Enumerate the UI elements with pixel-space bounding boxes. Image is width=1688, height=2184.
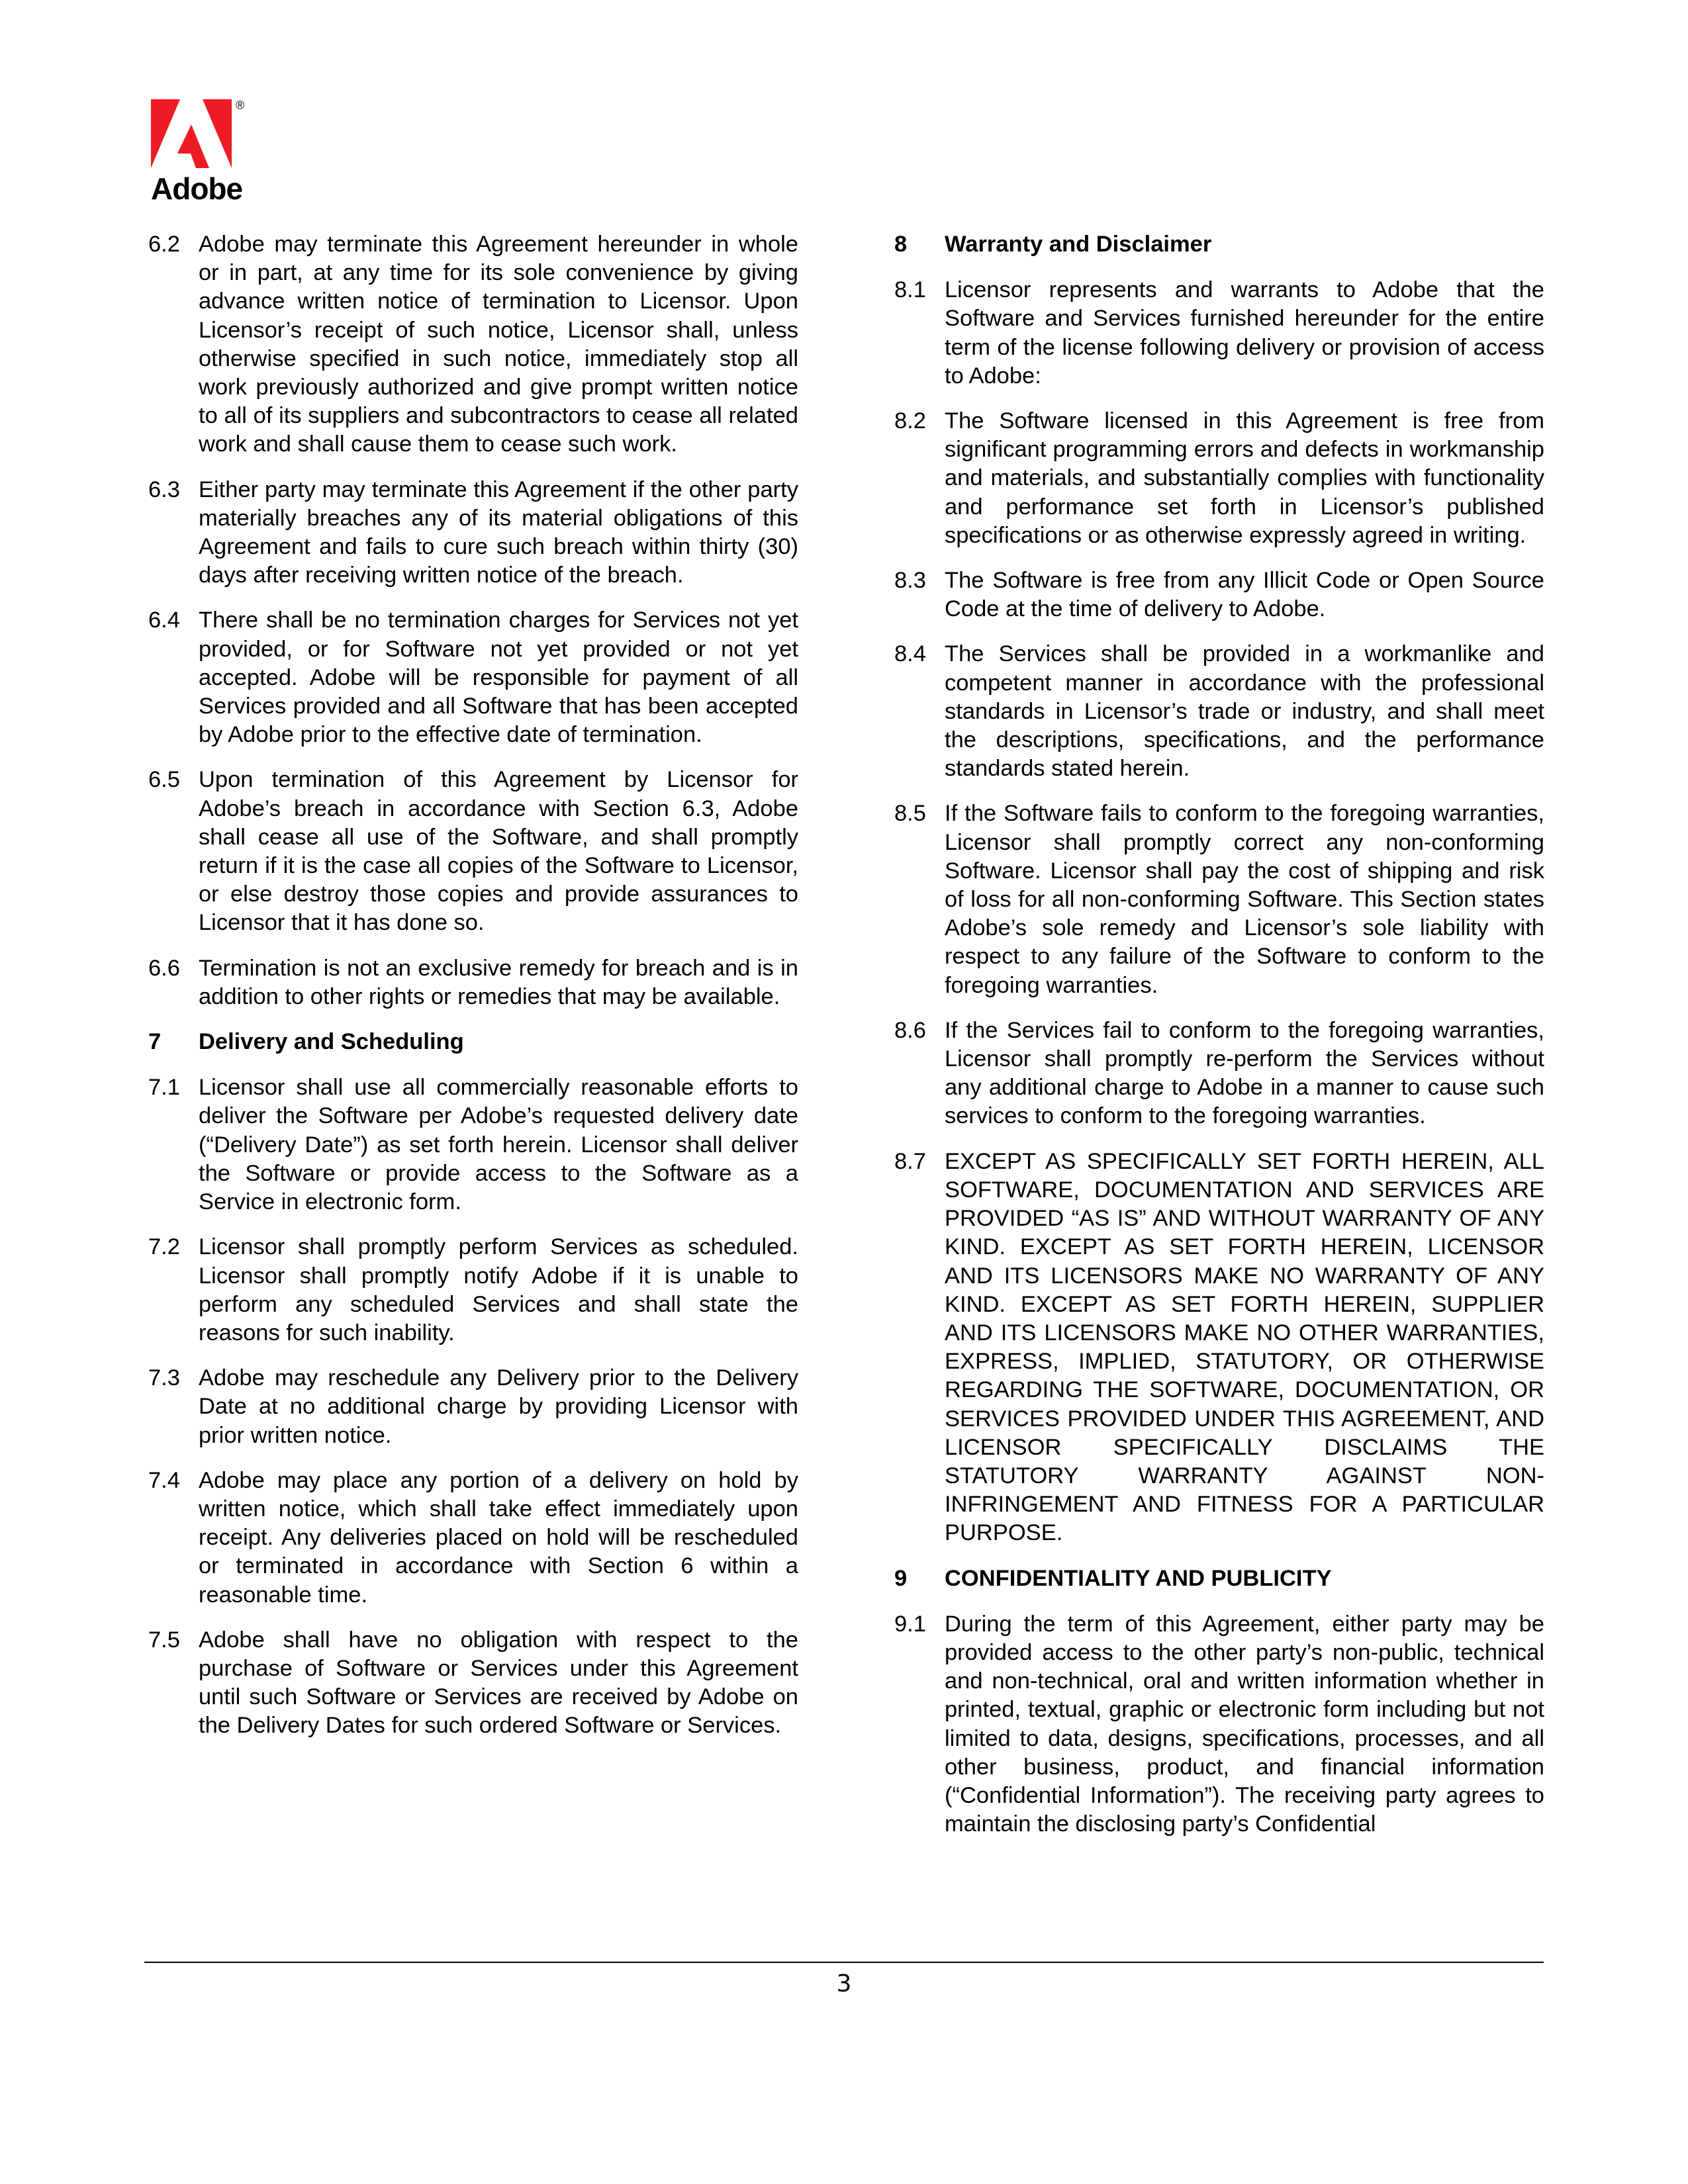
clause (894, 1148, 1544, 1548)
adobe-logo-icon (151, 99, 232, 168)
clause-text: If the Services fail to conform to the foregoing warranties, Licensor shall promptly re-perform the Services without any additional charge to Adobe in a manner to cause such services to conform to the foregoing warranties. (945, 1017, 1544, 1129)
clause-number: 8.7 (894, 1148, 926, 1174)
clause (894, 276, 1544, 390)
clause-number: 7.3 (148, 1365, 180, 1391)
clause-number: 8.3 (894, 568, 926, 594)
section-number: 7 (148, 1029, 162, 1055)
clause (894, 640, 1544, 783)
clause (148, 1626, 798, 1741)
clause-text: Either party may terminate this Agreement if the other party materially breaches any of its material obligations of this Agreement and fails to cure such breach within thirty (30) days after receiving written notice of the breach. (199, 477, 798, 588)
clause-text: Adobe may place any portion of a delivery on hold by written notice, which shall take effect immediately upon receipt. Any deliveries placed on hold will be rescheduled or terminated in accordance with Section 6 within a reasonable time. (199, 1467, 798, 1608)
adobe-wordmark: Adobe (151, 171, 243, 206)
clause (148, 230, 798, 459)
clause-text: Adobe may reschedule any Delivery prior to the Delivery Date at no additional charge by providing Licensor with prior written notice. (199, 1365, 798, 1448)
clause (894, 407, 1544, 550)
clause-text: Upon termination of this Agreement by Licensor for Adobe’s breach in accordance with Section 6.3, Adobe shall cease all use of the Software, and shall promptly return if it is the case all copies of the Software to Licensor, or else destroy those copies and provide assurances to Licensor that it has done so. (199, 767, 798, 936)
clause-number: 6.4 (148, 608, 180, 633)
clause (894, 1017, 1544, 1131)
clause (894, 1610, 1544, 1839)
clause (148, 954, 798, 1011)
clause-text: EXCEPT AS SPECIFICALLY SET FORTH HEREIN, ALL SOFTWARE, DOCUMENTATION AND SERVICES ARE PROVIDED “AS IS” AND WITHOUT WARRANTY OF ANY KIND. EXCEPT AS SET FORTH HEREIN, LICENSOR AND ITS LICENSORS MAKE NO WARRANTY OF ANY KIND. EXCEPT AS SET FORTH HEREIN, SUPPLIER AND ITS LICENSORS MAKE NO OTHER WARRANTIES, EXPRESS, IMPLIED, STATUTORY, OR OTHERWISE REGARDING THE SOFTWARE, DOCUMENTATION, OR SERVICES PROVIDED UNDER THIS AGREEMENT, AND LICENSOR SPECIFICALLY DISCLAIMS THE STATUTORY WARRANTY AGAINST NON-INFRINGEMENT AND FITNESS FOR A PARTICULAR PURPOSE. (945, 1148, 1544, 1546)
clause-number: 6.3 (148, 477, 180, 502)
clause-number: 7.2 (148, 1234, 180, 1260)
section-title: Delivery and Scheduling (199, 1029, 464, 1055)
clause (894, 567, 1544, 623)
section-number: 9 (894, 1565, 908, 1591)
section-heading (894, 230, 1544, 259)
clause-text: The Software is free from any Illicit Code or Open Source Code at the time of delivery to Adobe. (945, 568, 1544, 622)
footer-divider (144, 1962, 1544, 1963)
clause-number: 8.4 (894, 641, 926, 667)
clause-number: 8.2 (894, 408, 926, 434)
page-number: 3 (836, 1970, 852, 1997)
adobe-logo (151, 99, 250, 208)
clause (148, 1233, 798, 1347)
clause-number: 6.6 (148, 955, 180, 981)
clause-text: Adobe shall have no obligation with respect to the purchase of Software or Services under this Agreement until such Software or Services are received by Adobe on the Delivery Dates for such ordered Software or Services. (199, 1627, 798, 1739)
clause-number: 9.1 (894, 1611, 926, 1637)
clause-text: Adobe may terminate this Agreement hereunder in whole or in part, at any time for its sole convenience by giving advance written notice of termination to Licensor. Upon Licensor’s receipt of such notice, Licensor shall, unless otherwise specified in such notice, immediately stop all work previously authorized and give prompt written notice to all of its suppliers and subcontractors to cease all related work and shall cause them to cease such work. (199, 232, 798, 457)
clause-text: Licensor shall promptly perform Services as scheduled. Licensor shall promptly notify Adobe if it is unable to perform any scheduled Services and shall state the reasons for such inability. (199, 1234, 798, 1345)
clause (148, 766, 798, 937)
clause-text: Licensor shall use all commercially reasonable efforts to deliver the Software per Adobe’s requested delivery date (“Delivery Date”) as set forth herein. Licensor shall deliver the Software or provide access to the Software as a Service in electronic form. (199, 1075, 798, 1215)
clause (148, 1073, 798, 1216)
clause-number: 7.1 (148, 1075, 180, 1101)
clause (894, 799, 1544, 999)
clause (148, 1364, 798, 1450)
clause-text: Termination is not an exclusive remedy for breach and is in addition to other rights or remedies that may be available. (199, 955, 798, 1009)
clause-text: Licensor represents and warrants to Adobe that the Software and Services furnished hereunder for the entire term of the license following delivery or provision of access to Adobe: (945, 277, 1544, 388)
clause-text: The Software licensed in this Agreement is free from significant programming errors and defects in workmanship and materials, and substantially complies with functionality and performance set forth in Licensor’s published specifications or as otherwise expressly agreed in writing. (945, 408, 1544, 548)
section-title: Warranty and Disclaimer (945, 232, 1212, 257)
right-column (894, 230, 1544, 1855)
clause-text: The Services shall be provided in a workmanlike and competent manner in accordance with the professional standards in Licensor’s trade or industry, and shall meet the descriptions, specifications, and the performance standards stated herein. (945, 641, 1544, 782)
section-title: CONFIDENTIALITY AND PUBLICITY (945, 1565, 1332, 1591)
registered-mark: ® (236, 99, 245, 112)
clause-number: 6.2 (148, 232, 180, 257)
clause-text: There shall be no termination charges for Services not yet provided, or for Software not yet provided or not yet accepted. Adobe will be responsible for payment of all Services provided and all Software that has been accepted by Adobe prior to the effective date of termination. (199, 608, 798, 748)
clause-number: 8.5 (894, 801, 926, 827)
clause-text: During the term of this Agreement, either party may be provided access to the other party’s non-public, technical and non-technical, oral and written information whether in printed, textual, graphic or electronic form including but not limited to data, designs, specifications, processes, and all other business, product, and financial information (“Confidential Information”). The receiving party agrees to maintain the disclosing party’s Confidential (945, 1611, 1544, 1837)
clause-number: 6.5 (148, 767, 180, 793)
clause (148, 476, 798, 590)
clause-number: 7.4 (148, 1467, 180, 1493)
clause (148, 606, 798, 749)
left-column (148, 230, 798, 1757)
section-heading (894, 1565, 1544, 1593)
clause-number: 7.5 (148, 1627, 180, 1653)
section-number: 8 (894, 232, 908, 257)
clause-text: If the Software fails to conform to the foregoing warranties, Licensor shall promptly correct any non-conforming Software. Licensor shall pay the cost of shipping and risk of loss for all non-conforming Software. This Section states Adobe’s sole remedy and Licensor’s sole liability with respect to any failure of the Software to conform to the foregoing warranties. (945, 801, 1544, 998)
clause-number: 8.6 (894, 1017, 926, 1043)
clause-number: 8.1 (894, 277, 926, 303)
section-heading (148, 1028, 798, 1056)
clause (148, 1467, 798, 1610)
